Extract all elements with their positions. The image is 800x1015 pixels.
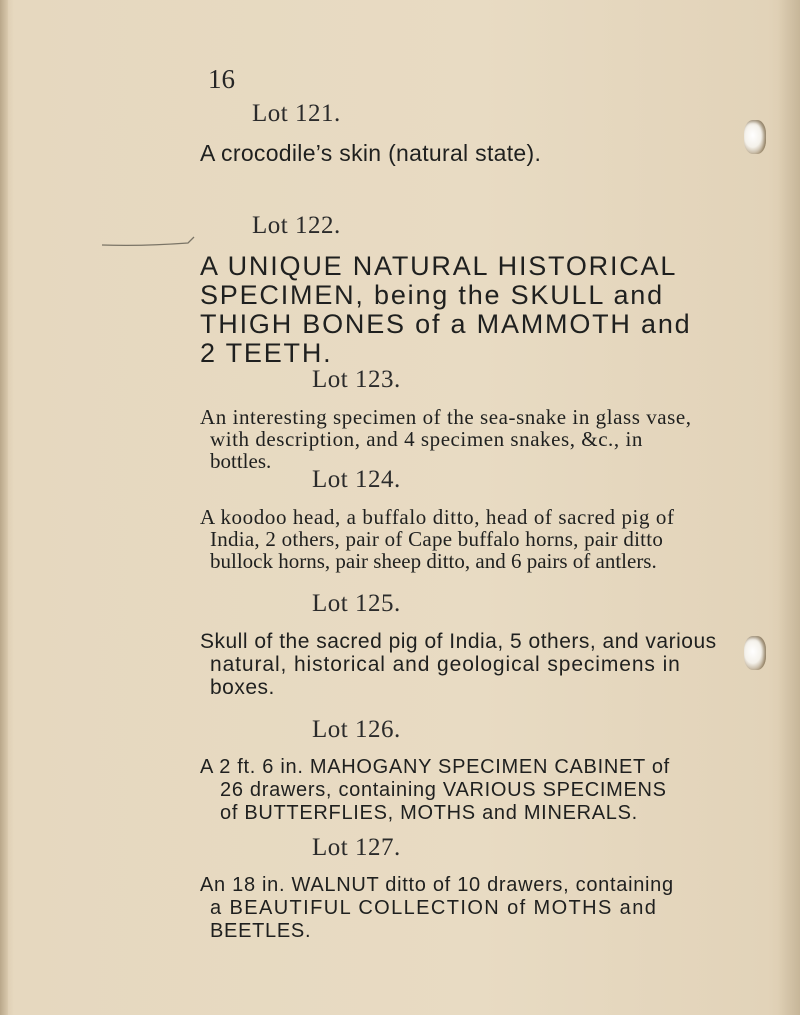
lot-line: Skull of the sacred pig of India, 5 others, and various: [200, 630, 717, 653]
lot-description: [200, 630, 717, 699]
lot-line: SPECIMEN, being the SKULL and: [200, 280, 664, 310]
lot-line: bullock horns, pair sheep ditto, and 6 pairs of antlers.: [210, 549, 657, 573]
page-binding-edge: [0, 0, 8, 1015]
lot-line: natural, historical and geological specimens in: [210, 653, 681, 676]
lot-heading: Lot 122.: [252, 212, 341, 239]
lot-line: a BEAUTIFUL COLLECTION of MOTHS and: [210, 897, 658, 919]
lot-line: 26 drawers, containing VARIOUS SPECIMENS: [220, 779, 667, 801]
lot-heading: Lot 123.: [312, 366, 401, 393]
lot-heading: Lot 125.: [312, 590, 401, 617]
page-right-edge-shadow: [778, 0, 800, 1015]
lot-description: [200, 756, 690, 825]
lot-line: BEETLES.: [210, 920, 312, 942]
punch-hole-middle: [744, 636, 766, 670]
lot-description: [200, 874, 690, 943]
lot-heading: Lot 121.: [252, 100, 341, 127]
lot-line: THIGH BONES of a MAMMOTH and: [200, 309, 692, 339]
lot-description: [200, 140, 690, 167]
lot-line: with description, and 4 specimen snakes, &c., in: [210, 427, 643, 451]
page-number: 16: [208, 64, 235, 94]
lot-line: A UNIQUE NATURAL HISTORICAL: [200, 251, 678, 281]
lot-heading: Lot 124.: [312, 466, 401, 493]
lot-line: A 2 ft. 6 in. MAHOGANY SPECIMEN CABINET of: [200, 756, 670, 778]
lot-description: [200, 252, 690, 368]
lot-line: A koodoo head, a buffalo ditto, head of sacred pig of: [200, 505, 675, 529]
lot-line: An interesting specimen of the sea-snake in glass vase,: [200, 405, 692, 429]
lot-heading: Lot 126.: [312, 716, 401, 743]
lot-line: India, 2 others, pair of Cape buffalo horns, pair ditto: [210, 527, 664, 551]
lot-line: A crocodile’s skin (natural state).: [200, 140, 542, 166]
lot-description: [200, 406, 690, 472]
lot-line: boxes.: [210, 676, 275, 699]
lot-line: 2 TEETH.: [200, 338, 333, 368]
lot-line: An 18 in. WALNUT ditto of 10 drawers, containing: [200, 874, 674, 896]
lot-description: [200, 506, 690, 572]
lot-line: of BUTTERFLIES, MOTHS and MINERALS.: [220, 802, 638, 824]
punch-hole-top: [744, 120, 766, 154]
pencil-mark: [100, 233, 196, 249]
lot-line: bottles.: [210, 449, 272, 473]
lot-heading: Lot 127.: [312, 834, 401, 861]
